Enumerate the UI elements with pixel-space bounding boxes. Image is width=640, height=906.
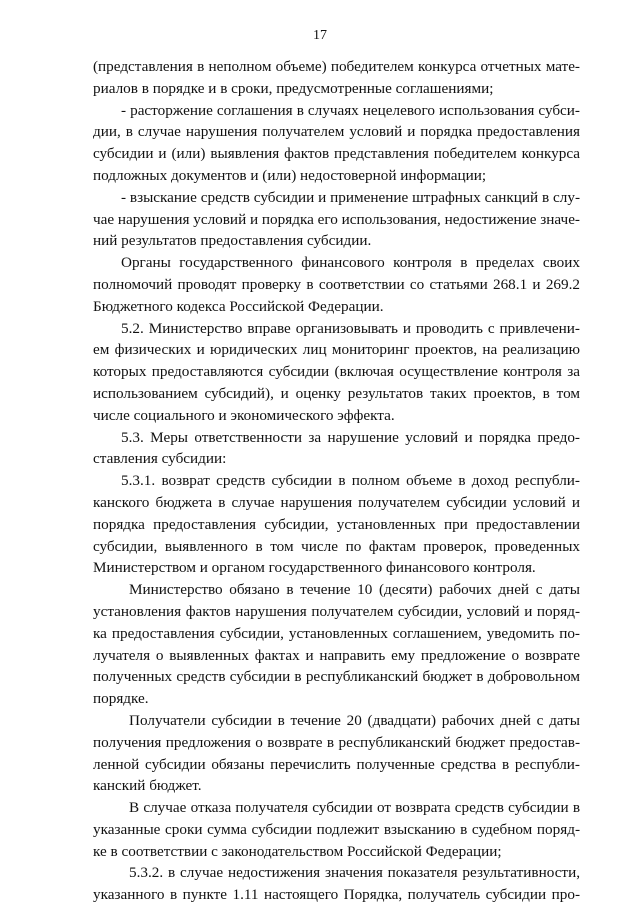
text-line: 5.2. Министерство вправе организовывать и проводить с привлечени-	[121, 319, 580, 337]
text-line: ке в соответствии с законодательством Российской Федерации;	[93, 842, 502, 860]
text-line: В случае отказа получателя субсидии от возврата средств субсидии в	[129, 799, 580, 817]
text-line: 5.3.2. в случае недостижения значения показателя результативности,	[129, 864, 580, 882]
text-line: подложных документов и (или) недостоверной информации;	[93, 166, 487, 184]
paragraph-p10	[93, 797, 580, 862]
text-line: указанного в пункте 1.11 настоящего Порядка, получатель субсидии про-	[93, 886, 580, 904]
text-line: числе социального и экономического эффекта.	[93, 406, 395, 424]
text-line: - расторжение соглашения в случаях нецелевого использования субси-	[121, 101, 580, 119]
text-line: ка предоставления субсидии, установленных соглашением, уведомить по-	[93, 624, 580, 642]
text-line: Органы государственного финансового контроля в пределах своих	[121, 254, 580, 272]
text-line: ем физических и юридических лиц мониторинг проектов, на реализацию	[93, 341, 580, 359]
text-line: - взыскание средств субсидии и применение штрафных санкций в слу-	[121, 188, 580, 206]
text-line: Министерство обязано в течение 10 (десяти) рабочих дней с даты	[129, 581, 580, 599]
text-line: получения предложения о возврате в республиканский бюджет предостав-	[93, 733, 580, 751]
paragraph-p5	[93, 318, 580, 427]
paragraph-p4	[93, 252, 580, 317]
text-line: полномочий проводят проверку в соответствии со статьями 268.1 и 269.2	[93, 275, 580, 293]
text-line: установления фактов нарушения получателем субсидии, условий и поряд-	[93, 602, 580, 620]
text-line: Получатели субсидии в течение 20 (двадцати) рабочих дней с даты	[129, 711, 580, 729]
paragraph-p7	[93, 470, 580, 579]
text-line: порядке.	[93, 690, 149, 708]
text-line: полученных средств субсидии в республиканский бюджет в добровольном	[93, 668, 580, 686]
text-line: дии, в случае нарушения получателем условий и порядка предоставления	[93, 123, 580, 141]
text-line: Министерством и органом государственного финансового контроля.	[93, 559, 536, 577]
paragraph-p8	[93, 579, 580, 710]
paragraph-p11	[93, 862, 580, 906]
page-number: 17	[313, 28, 327, 43]
text-line: ний результатов предоставления субсидии.	[93, 232, 372, 250]
text-line: субсидии, выявленного в том числе по фактам проверок, проведенных	[93, 537, 580, 555]
text-line: использованием субсидий), и оценку результатов таких проектов, в том	[93, 384, 580, 402]
paragraph-p1	[93, 56, 580, 100]
text-line: Бюджетного кодекса Российской Федерации.	[93, 297, 384, 315]
text-line: (представления в неполном объеме) победителем конкурса отчетных мате-	[93, 58, 580, 75]
paragraph-p3	[93, 187, 580, 252]
text-line: субсидии и (или) выявления фактов представления победителем конкурса	[93, 145, 580, 163]
paragraph-p6	[93, 427, 580, 471]
paragraph-p2	[93, 100, 580, 187]
document-body	[93, 56, 580, 906]
text-line: канский бюджет.	[93, 777, 202, 795]
text-line: ставления субсидии:	[93, 450, 227, 468]
text-line: чае нарушения условий и порядка его использования, недостижение значе-	[93, 210, 580, 228]
text-line: ленной субсидии обязаны перечислить полученные средства в республи-	[93, 755, 580, 773]
text-line: указанные сроки сумма субсидии подлежит взысканию в судебном поряд-	[93, 820, 580, 838]
text-line: порядка предоставления субсидии, установленных при предоставлении	[93, 515, 580, 533]
text-line: лучателя о выявленных фактах и направить ему предложение о возврате	[93, 646, 580, 664]
text-line: 5.3.1. возврат средств субсидии в полном объеме в доход республи-	[121, 472, 580, 490]
text-line: 5.3. Меры ответственности за нарушение условий и порядка предо-	[121, 428, 580, 446]
text-line: риалов в порядке и в сроки, предусмотренные соглашениями;	[93, 79, 494, 97]
paragraph-p9	[93, 710, 580, 797]
text-line: которых предоставляются субсидии (включая осуществление контроля за	[93, 363, 580, 381]
text-line: канского бюджета в случае нарушения получателем субсидии условий и	[93, 493, 580, 511]
